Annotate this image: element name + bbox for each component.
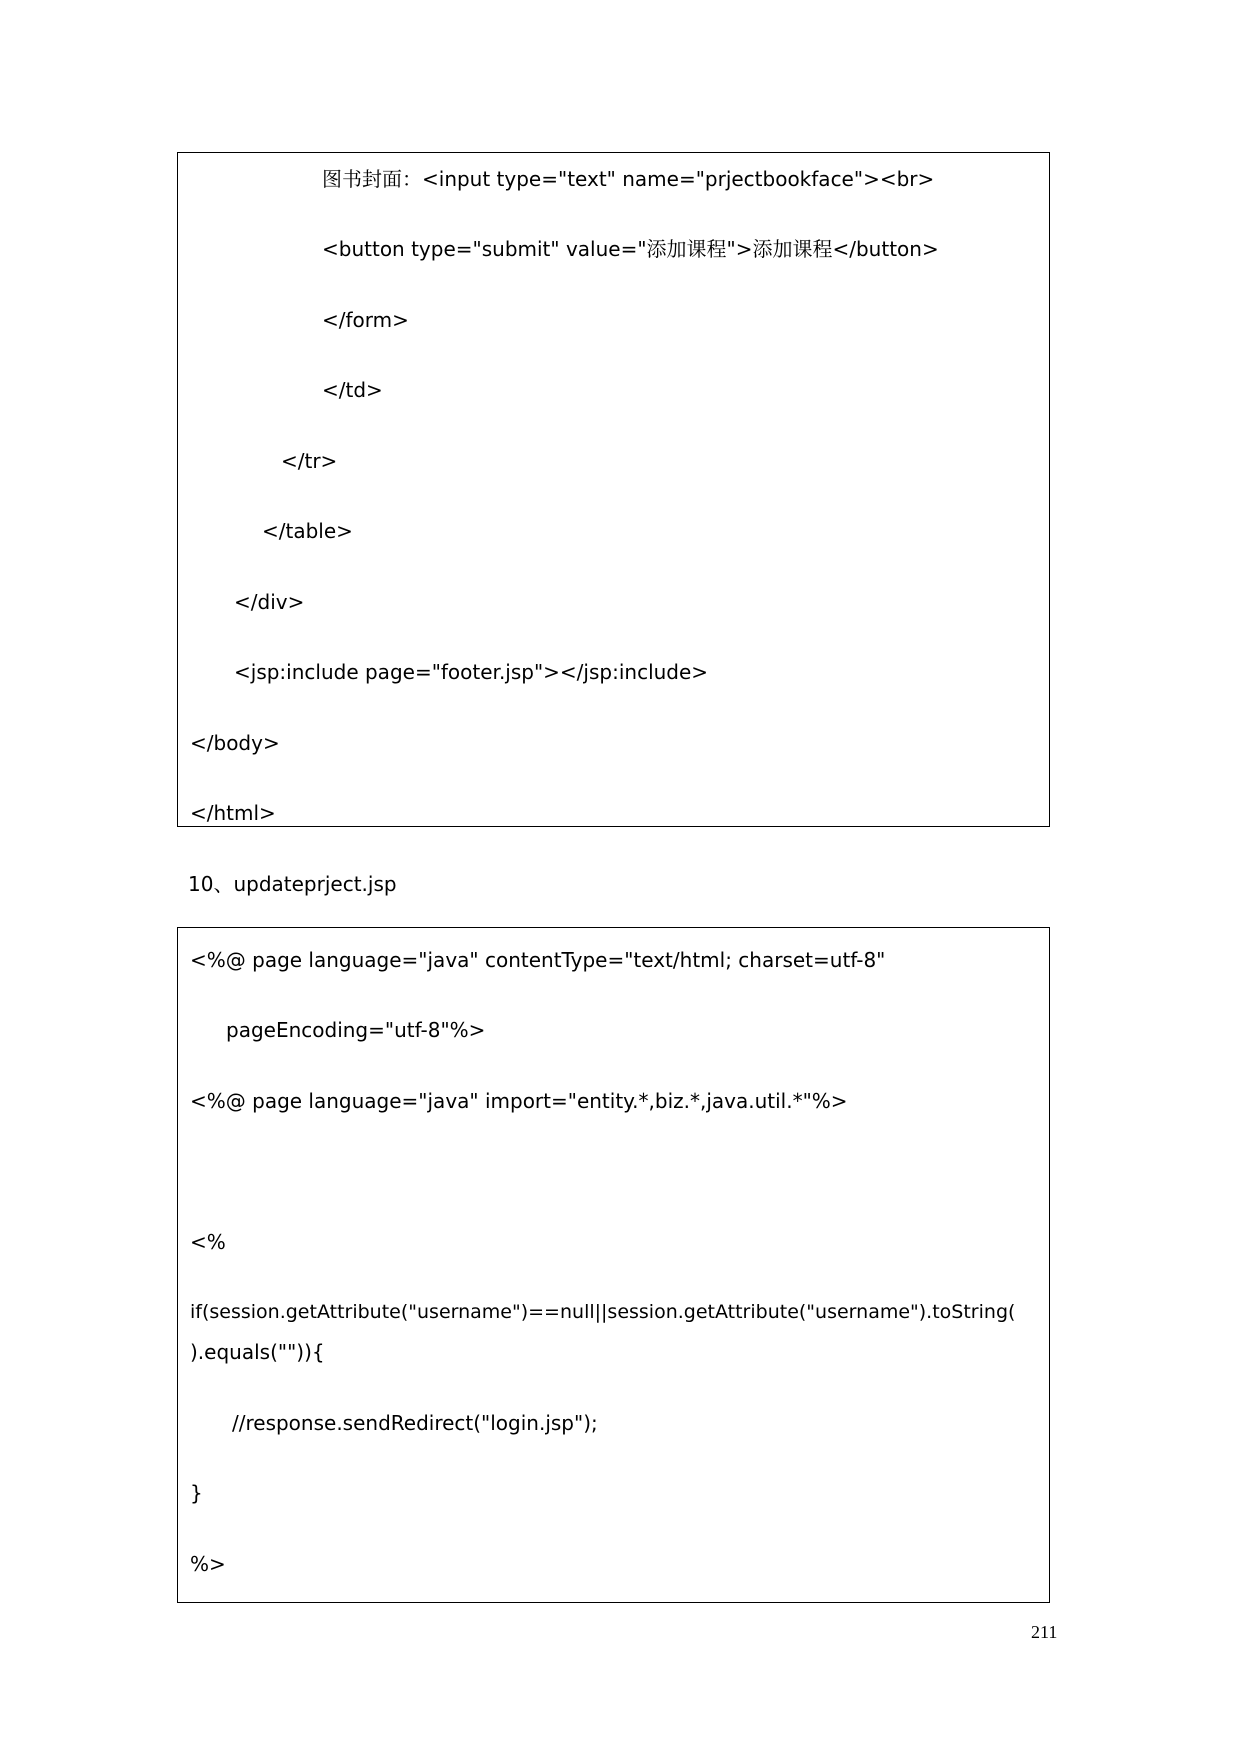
code-line: if(session.getAttribute("username")==null||session.getAttribute("username").toString( <box>190 1301 1016 1323</box>
code-line: <%@ page language="java" import="entity.*,biz.*,java.util.*"%> <box>190 1089 848 1113</box>
code-block-bottom <box>177 927 1050 1603</box>
code-line: } <box>190 1481 203 1505</box>
code-line: ).equals("")){ <box>190 1340 325 1364</box>
code-line: <jsp:include page="footer.jsp"></jsp:include> <box>234 660 709 684</box>
code-line: <button type="submit" value="添加课程">添加课程</button> <box>322 237 939 261</box>
code-line: </table> <box>262 519 353 543</box>
code-line: </div> <box>234 590 305 614</box>
code-line: </tr> <box>281 449 338 473</box>
code-line: </form> <box>322 308 409 332</box>
code-line: %> <box>190 1552 226 1576</box>
code-line: <%@ page language="java" contentType="text/html; charset=utf-8" <box>190 948 886 972</box>
page-number: 211 <box>1031 1622 1058 1642</box>
code-line: </html> <box>190 801 276 825</box>
code-line: </body> <box>190 731 280 755</box>
code-line: //response.sendRedirect("login.jsp"); <box>232 1411 598 1435</box>
code-line: <% <box>190 1230 226 1254</box>
code-line: pageEncoding="utf-8"%> <box>226 1018 486 1042</box>
code-line: 图书封面：<input type="text" name="prjectbookface"><br> <box>322 167 935 191</box>
section-heading: 10、updateprject.jsp <box>188 872 397 896</box>
code-block-top <box>177 152 1050 827</box>
code-line: </td> <box>322 378 383 402</box>
